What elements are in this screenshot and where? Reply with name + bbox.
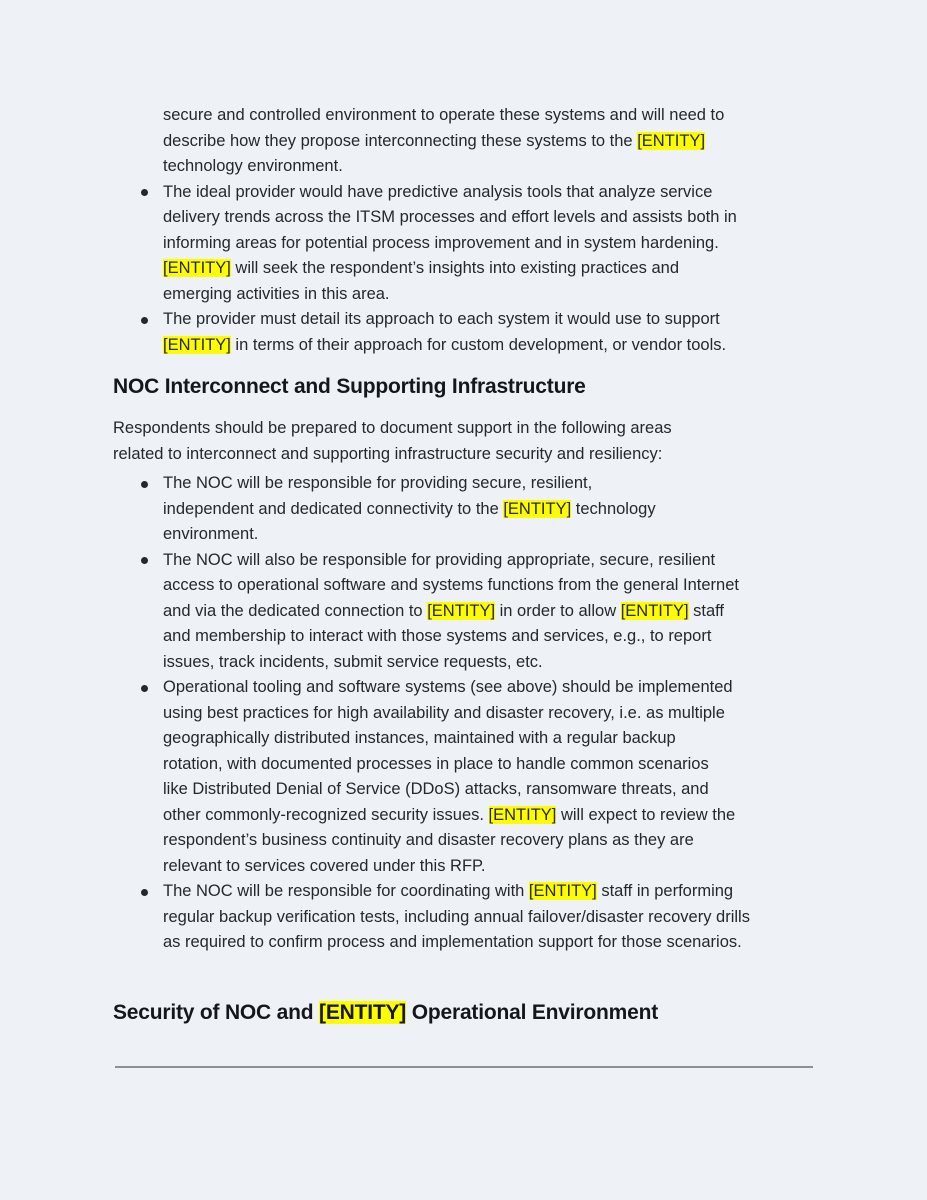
bullet-icon — [141, 317, 148, 324]
text-segment: Security of NOC and — [113, 1000, 320, 1024]
text-segment: The NOC will be responsible for providing secure, resilient, — [163, 474, 593, 492]
text-line — [163, 803, 817, 829]
section-heading — [113, 1000, 817, 1026]
bullet-list — [113, 471, 817, 956]
text-line — [163, 129, 817, 155]
text-line — [163, 777, 817, 803]
text-line — [163, 854, 817, 880]
text-line — [163, 752, 817, 778]
text-segment: staff — [688, 601, 725, 620]
text-segment: relevant to services covered under this RFP. — [163, 856, 486, 875]
entity-highlight: [ENTITY] — [637, 131, 706, 150]
text-segment: technology — [571, 499, 656, 518]
text-line — [163, 879, 817, 905]
text-segment: regular backup verification tests, including annual failover/disaster recovery drills — [163, 907, 750, 926]
text-line — [163, 256, 817, 282]
entity-highlight: [ENTITY] — [319, 1000, 407, 1024]
text-segment: using best practices for high availability and disaster recovery, i.e. as multiple — [163, 703, 725, 722]
text-line — [163, 675, 817, 701]
entity-highlight: [ENTITY] — [528, 882, 597, 900]
entity-highlight: [ENTITY] — [620, 601, 689, 620]
text-segment: The NOC will be responsible for coordinating with — [163, 882, 529, 900]
text-segment: issues, track incidents, submit service requests, etc. — [163, 652, 543, 671]
text-line — [163, 930, 817, 956]
text-segment: staff in performing — [596, 882, 734, 900]
text-segment: Operational tooling and software systems (see above) should be implemented — [163, 678, 733, 696]
text-line — [163, 573, 817, 599]
text-segment: describe how they propose interconnecting these systems to the — [163, 131, 638, 150]
text-segment: The NOC will also be responsible for providing appropriate, secure, resilient — [163, 550, 716, 569]
bullet-icon — [141, 889, 148, 896]
text-segment: secure and controlled environment to operate these systems and will need to — [163, 106, 725, 124]
document-content — [113, 103, 817, 1068]
text-line — [163, 307, 817, 333]
entity-highlight: [ENTITY] — [163, 259, 231, 277]
text-segment: other commonly-recognized security issues. — [163, 805, 489, 824]
list-item — [113, 180, 817, 308]
text-line — [163, 548, 817, 574]
text-line — [163, 154, 817, 180]
list-item — [113, 471, 817, 548]
text-line — [113, 416, 817, 442]
text-line — [163, 905, 817, 931]
entity-highlight: [ENTITY] — [503, 499, 572, 518]
bullet-list — [113, 103, 817, 358]
text-line — [163, 103, 817, 129]
text-segment: like Distributed Denial of Service (DDoS) attacks, ransomware threats, and — [163, 780, 709, 798]
text-segment: and membership to interact with those systems and services, e.g., to report — [163, 627, 712, 645]
text-segment: Operational Environment — [406, 1000, 659, 1024]
paragraph — [113, 416, 817, 467]
text-segment: environment. — [163, 525, 259, 543]
text-segment: and via the dedicated connection to — [163, 601, 428, 620]
section-heading — [113, 374, 817, 400]
text-line — [163, 205, 817, 231]
text-line — [163, 726, 817, 752]
text-line — [163, 471, 817, 497]
list-item — [113, 548, 817, 676]
text-line — [163, 180, 817, 206]
text-line — [163, 599, 817, 625]
entity-highlight: [ENTITY] — [488, 805, 557, 824]
text-segment: Respondents should be prepared to document support in the following areas — [113, 419, 672, 437]
entity-highlight: [ENTITY] — [163, 335, 231, 354]
section-divider — [115, 1066, 813, 1068]
text-line — [163, 650, 817, 676]
text-segment: independent and dedicated connectivity to the — [163, 499, 504, 518]
bullet-icon — [141, 685, 148, 692]
text-segment: rotation, with documented processes in place to handle common scenarios — [163, 754, 709, 773]
text-segment: in order to allow — [495, 601, 621, 620]
text-segment: technology environment. — [163, 157, 343, 175]
text-segment: related to interconnect and supporting infrastructure security and resiliency: — [113, 444, 663, 463]
bullet-icon — [141, 481, 148, 488]
text-line — [163, 282, 817, 308]
text-line — [163, 701, 817, 727]
text-line — [163, 231, 817, 257]
text-line — [163, 828, 817, 854]
text-line — [113, 442, 817, 468]
list-item — [113, 675, 817, 879]
entity-highlight: [ENTITY] — [427, 601, 496, 620]
text-segment: NOC Interconnect and Supporting Infrastructure — [113, 375, 586, 398]
bullet-icon — [141, 557, 148, 564]
text-line — [163, 333, 817, 359]
list-item — [113, 307, 817, 358]
list-item-continuation — [113, 103, 817, 180]
text-segment: The provider must detail its approach to each system it would use to support — [163, 310, 720, 328]
list-item — [113, 879, 817, 956]
text-segment: informing areas for potential process improvement and in system hardening. — [163, 233, 719, 252]
text-segment: delivery trends across the ITSM processes and effort levels and assists both in — [163, 208, 737, 226]
text-segment: access to operational software and systems functions from the general Internet — [163, 576, 739, 594]
text-line — [163, 624, 817, 650]
text-segment: emerging activities in this area. — [163, 284, 390, 303]
text-line — [163, 522, 817, 548]
blank-line — [113, 956, 817, 984]
text-segment: in terms of their approach for custom development, or vendor tools. — [230, 335, 727, 354]
text-segment: respondent’s business continuity and disaster recovery plans as they are — [163, 831, 694, 849]
text-segment: The ideal provider would have predictive analysis tools that analyze service — [163, 182, 713, 201]
text-line — [163, 497, 817, 523]
text-segment: will expect to review the — [556, 805, 736, 824]
text-segment: geographically distributed instances, maintained with a regular backup — [163, 729, 676, 747]
bullet-icon — [141, 189, 148, 196]
text-segment: as required to confirm process and implementation support for those scenarios. — [163, 933, 742, 951]
text-segment: will seek the respondent’s insights into existing practices and — [230, 259, 680, 277]
